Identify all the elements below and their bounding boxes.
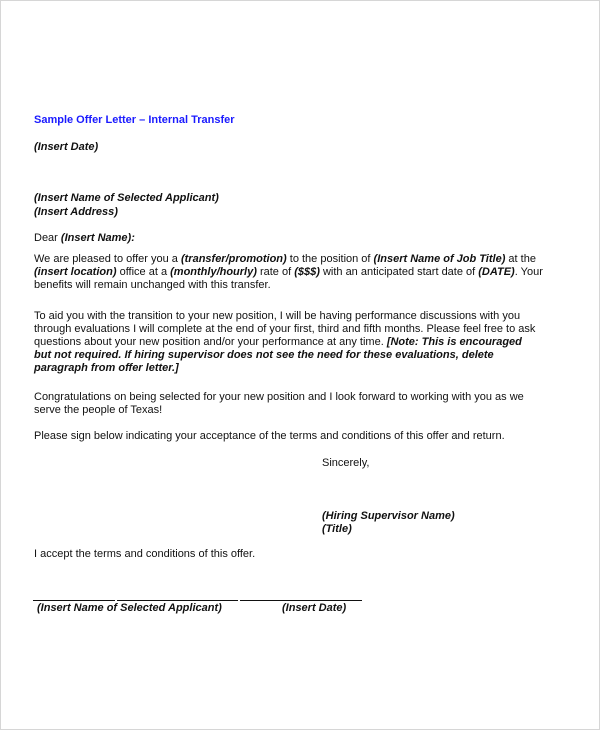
body-text: benefits will remain unchanged with this transfer. (34, 279, 271, 291)
body-text: Congratulations on being selected for your new position and I look forward to working with you as we (34, 391, 524, 403)
supervisor-title-placeholder: (Title) (322, 523, 352, 535)
supervisor-name-placeholder: (Hiring Supervisor Name) (322, 510, 455, 522)
body-text: rate of (256, 266, 295, 278)
paragraph-congratulations (34, 391, 524, 417)
body-text: questions about your new position and/or your performance at any time. (34, 336, 387, 348)
body-text: . Your (514, 266, 543, 278)
signature-name-label: (Insert Name of Selected Applicant) (37, 602, 222, 614)
placeholder-text: (transfer/promotion) (180, 253, 287, 265)
closing: Sincerely, (322, 457, 370, 469)
placeholder-text: but not required. If hiring supervisor does not see the need for these evaluations, delete (34, 349, 494, 361)
placeholder-text: (DATE) (478, 266, 515, 278)
text-line (34, 404, 524, 417)
text-line (34, 253, 543, 266)
text-line (34, 349, 535, 362)
text-line (34, 430, 505, 443)
paragraph-offer (34, 253, 543, 292)
text-line (34, 279, 543, 292)
text-line (34, 336, 535, 349)
text-line (34, 323, 535, 336)
placeholder-text: (monthly/hourly) (170, 266, 257, 278)
placeholder-text: (Insert Name): (60, 232, 135, 244)
date-placeholder: (Insert Date) (34, 141, 99, 153)
signature-date-label: (Insert Date) (282, 602, 347, 614)
signature-line (117, 600, 238, 601)
placeholder-text: ($$$) (294, 266, 320, 278)
signature-line (33, 600, 115, 601)
body-text: We are pleased to offer you a (34, 253, 181, 265)
salutation (34, 232, 135, 245)
text-line (34, 362, 535, 375)
placeholder-text: (Insert Name of Job Title) (373, 253, 506, 265)
paragraph-sign-request (34, 430, 505, 443)
applicant-address-placeholder: (Insert Address) (34, 206, 118, 218)
text-line (34, 310, 535, 323)
text-line (34, 232, 135, 245)
placeholder-text: [Note: This is encouraged (386, 336, 522, 348)
placeholder-text: (insert location) (34, 266, 117, 278)
date-line (240, 600, 362, 601)
letter-title: Sample Offer Letter – Internal Transfer (34, 114, 235, 126)
body-text: to the position of (286, 253, 374, 265)
placeholder-text: paragraph from offer letter.] (34, 362, 179, 374)
body-text: Please sign below indicating your acceptance of the terms and conditions of this offer and return. (34, 430, 505, 442)
applicant-name-placeholder: (Insert Name of Selected Applicant) (34, 192, 219, 204)
body-text: To aid you with the transition to your new position, I will be having performance discussions with you (34, 310, 521, 322)
body-text: office at a (116, 266, 171, 278)
text-line (34, 266, 543, 279)
acceptance-statement: I accept the terms and conditions of this offer. (34, 548, 256, 560)
body-text: with an anticipated start date of (319, 266, 479, 278)
body-text: through evaluations I will complete at the end of your first, third and fifth months. Please feel free to ask (34, 323, 536, 335)
text-line (34, 391, 524, 404)
paragraph-transition (34, 310, 535, 375)
body-text: serve the people of Texas! (34, 404, 163, 416)
body-text: Dear (34, 232, 61, 244)
body-text: at the (505, 253, 536, 265)
